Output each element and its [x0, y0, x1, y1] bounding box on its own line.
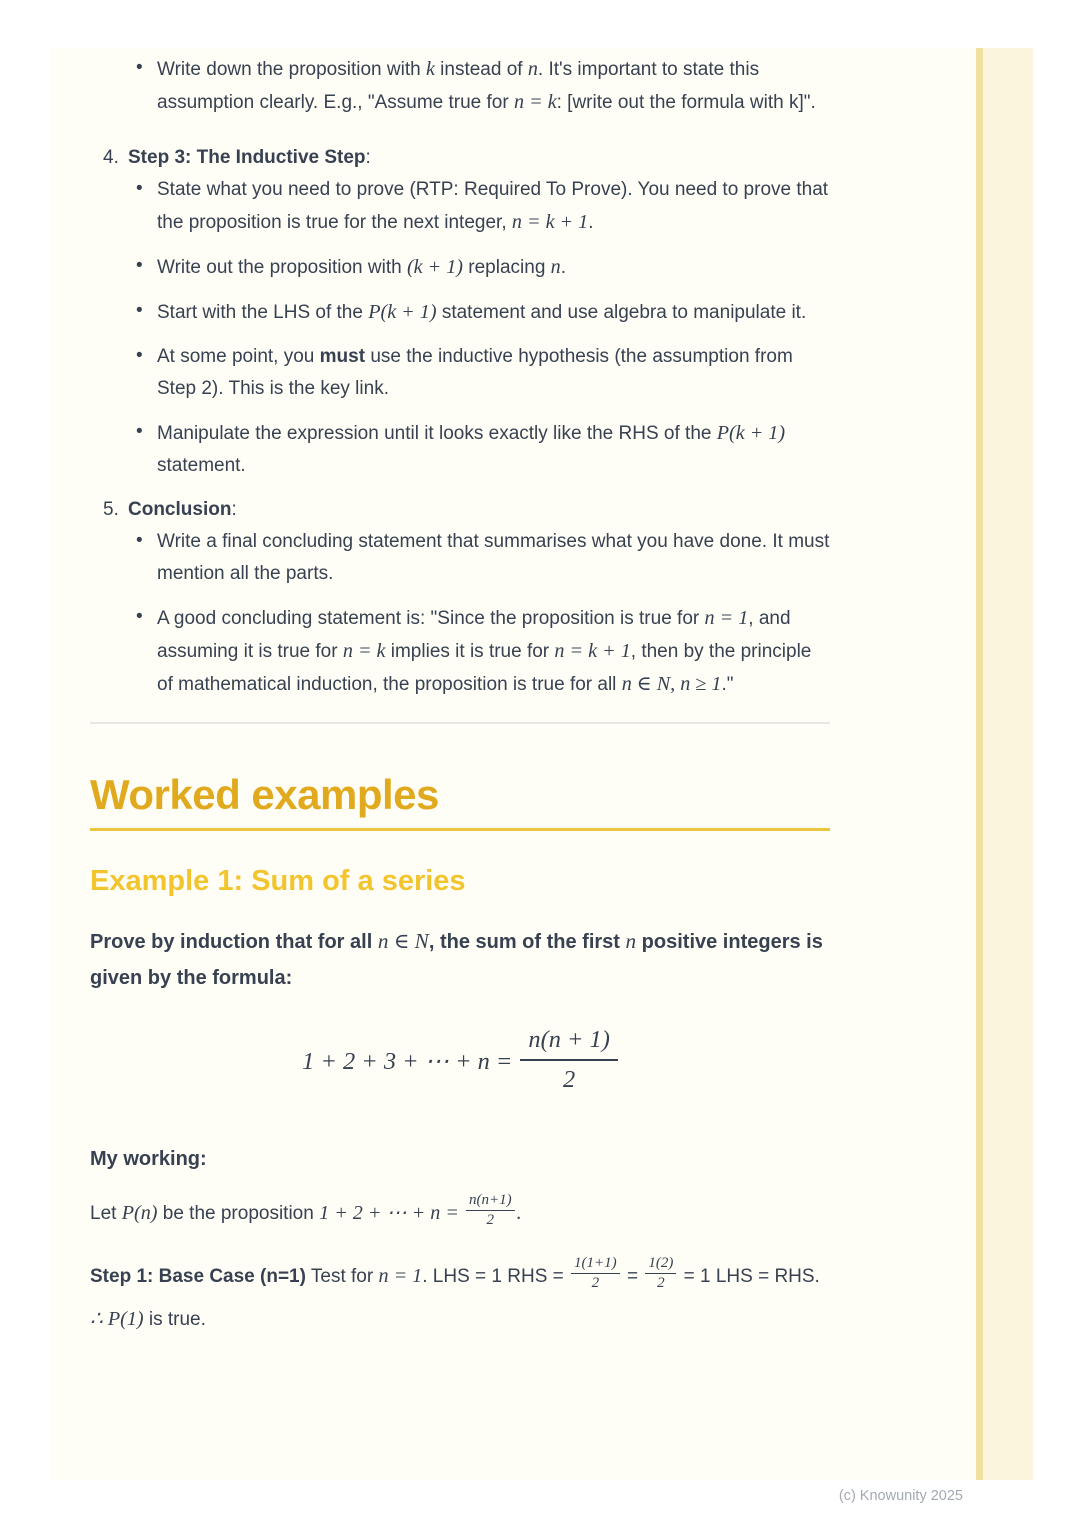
math-segment: P(k + 1) [368, 301, 437, 323]
list-item [90, 526, 830, 590]
bold-segment: must [319, 346, 366, 367]
proposition-line [90, 1192, 830, 1233]
fraction-denominator: 2 [591, 1274, 600, 1291]
text-segment: Write out the proposition with [157, 257, 407, 278]
math-segment: (k + 1) [406, 256, 463, 278]
fraction [466, 1192, 515, 1230]
problem-statement [90, 923, 830, 996]
text-segment: At some point, you [157, 346, 320, 367]
display-formula [90, 1027, 830, 1099]
numbered-item-step3 [90, 142, 830, 174]
math-segment: P(k + 1) [716, 422, 786, 444]
fraction-denominator: 2 [563, 1066, 576, 1093]
bullet-icon: • [136, 255, 143, 276]
text-segment: . LHS = 1 RHS = [422, 1265, 570, 1287]
bold-segment: , the sum of the first [428, 931, 626, 953]
page-title: Worked examples [90, 771, 439, 818]
text-segment: . [588, 212, 594, 233]
text-segment: , and assuming it is true for [157, 608, 791, 662]
item-title: Step 3: The Inductive Step [128, 147, 366, 168]
math-segment: n = 1 [704, 607, 749, 629]
bold-segment: positive integers is given by the formula: [90, 931, 823, 989]
list-item [90, 602, 830, 701]
text-segment: be the proposition [157, 1202, 320, 1224]
text-segment: Start with the LHS of the [157, 302, 369, 323]
math-segment: n = k + 1 [511, 211, 589, 233]
item-number: 4. [103, 147, 119, 168]
text-segment: replacing [463, 257, 551, 278]
text-segment: use the inductive hypothesis (the assumption from Step 2). This is the key link. [157, 346, 793, 399]
text-segment: Let [90, 1202, 122, 1224]
math-segment: ∴ P(1) [90, 1307, 144, 1330]
math-segment: k [425, 58, 435, 80]
math-segment: n ∈ N, n ≥ 1 [621, 673, 722, 695]
numbered-item-conclusion [90, 494, 830, 526]
math-segment: n = 1 [378, 1264, 423, 1287]
bullet-icon: • [136, 606, 143, 627]
list-item [90, 53, 830, 119]
text-segment: Write down the proposition with [157, 59, 426, 80]
text-segment: statement and use algebra to manipulate it. [436, 302, 807, 323]
text-segment: : [231, 499, 237, 520]
bullet-icon: • [136, 178, 143, 199]
title-underline [90, 828, 830, 831]
item-title: Conclusion [128, 499, 232, 520]
list-item [90, 341, 830, 405]
text-segment: : [365, 147, 371, 168]
fraction [520, 1024, 617, 1096]
math-segment: n = k [342, 640, 386, 662]
text-segment: Write a final concluding statement that summarises what you have done. It must mention all the parts. [157, 531, 830, 584]
fraction-denominator: 2 [486, 1212, 495, 1229]
text-segment: State what you need to prove (RTP: Required To Prove). You need to prove that the proposition is true for the next integer, [157, 179, 829, 233]
bold-segment: Prove by induction that for all [90, 931, 378, 953]
fraction-denominator: 2 [657, 1274, 665, 1291]
text-segment: , then by the principle of mathematical induction, the proposition is true for all [157, 641, 812, 695]
base-case-line [90, 1255, 830, 1341]
example-heading: Example 1: Sum of a series [90, 865, 466, 897]
fraction-numerator: 1(1+1) [571, 1255, 620, 1274]
math-segment: 1 + 2 + ⋯ + n = [319, 1201, 464, 1224]
item-number: 5. [103, 499, 119, 520]
text-segment: instead of [434, 59, 528, 80]
text-segment: = 1 LHS = RHS. [678, 1265, 820, 1287]
fraction-numerator: n(n+1) [466, 1192, 515, 1211]
list-item [90, 174, 830, 239]
math-segment: n = k + 1 [554, 640, 631, 662]
math-segment: n = k [513, 91, 557, 113]
bullet-icon: • [136, 57, 143, 78]
math-segment: n [625, 929, 637, 953]
math-segment: n ∈ N [377, 929, 429, 953]
text-segment: Manipulate the expression until it looks exactly like the RHS of the [157, 423, 717, 444]
text-segment: . [560, 257, 567, 278]
fraction-numerator: n(n + 1) [520, 1024, 617, 1061]
list-item [90, 296, 830, 329]
right-accent-stripe [976, 48, 1033, 1480]
fraction [645, 1255, 676, 1293]
bullet-icon: • [136, 300, 143, 321]
text-segment: statement. [157, 455, 246, 476]
formula-lead: 1 + 2 + 3 + ⋯ + n = [302, 1048, 513, 1076]
bullet-icon: • [136, 345, 143, 366]
my-working-label: My working: [90, 1148, 207, 1170]
text-segment: A good concluding statement is: "Since the proposition is true for [157, 608, 705, 629]
copyright-notice: (c) Knowunity 2025 [838, 1488, 963, 1504]
fraction-numerator: 1(2) [645, 1255, 676, 1274]
text-segment: is true. [143, 1308, 206, 1330]
list-item [90, 417, 830, 482]
text-segment: : [write out the formula with k]". [556, 92, 816, 113]
bullet-icon: • [136, 421, 143, 442]
fraction [571, 1255, 620, 1293]
bullet-icon: • [136, 530, 143, 551]
text-segment: . [516, 1201, 522, 1224]
bold-segment: Step 1: Base Case (n=1) [90, 1265, 306, 1287]
math-segment: n [550, 256, 561, 278]
section-divider [90, 722, 830, 724]
list-item [90, 251, 830, 284]
math-segment: P(n) [121, 1201, 158, 1224]
text-segment: . It's important to state this assumption clearly. E.g., "Assume true for [157, 59, 760, 113]
text-segment: ." [721, 674, 734, 695]
text-segment: implies it is true for [385, 641, 555, 662]
math-segment: n [527, 58, 538, 80]
document-card [50, 48, 1033, 1504]
text-segment: Test for [305, 1265, 379, 1287]
text-segment: = [621, 1265, 644, 1287]
document-content [90, 48, 830, 1341]
